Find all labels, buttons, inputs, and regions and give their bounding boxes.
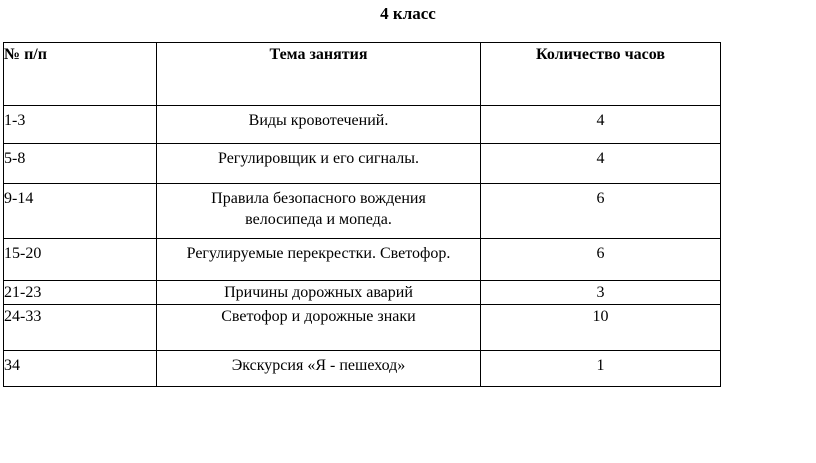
row-topic: Регулировщик и его сигналы. bbox=[157, 144, 481, 184]
page-title: 4 класс bbox=[380, 4, 436, 23]
row-num: 21-23 bbox=[4, 281, 157, 305]
row-num: 34 bbox=[4, 351, 157, 387]
table-row bbox=[4, 305, 721, 351]
table-row bbox=[4, 106, 721, 144]
row-num: 9-14 bbox=[4, 184, 157, 239]
row-num: 1-3 bbox=[4, 106, 157, 144]
schedule-table bbox=[3, 42, 721, 387]
row-num: 24-33 bbox=[4, 305, 157, 351]
row-topic: Регулируемые перекрестки. Светофор. bbox=[157, 239, 481, 281]
table-header-row bbox=[4, 43, 721, 106]
row-hours: 6 bbox=[481, 184, 721, 239]
row-hours: 1 bbox=[481, 351, 721, 387]
row-topic: Виды кровотечений. bbox=[157, 106, 481, 144]
row-topic: Правила безопасного вождения велосипеда и мопеда. bbox=[157, 184, 481, 239]
table-row bbox=[4, 281, 721, 305]
row-topic: Экскурсия «Я - пешеход» bbox=[157, 351, 481, 387]
row-topic: Причины дорожных аварий bbox=[157, 281, 481, 305]
header-num: № п/п bbox=[4, 43, 157, 106]
table-row bbox=[4, 144, 721, 184]
header-topic: Тема занятия bbox=[157, 43, 481, 106]
row-num: 15-20 bbox=[4, 239, 157, 281]
row-hours: 4 bbox=[481, 106, 721, 144]
header-hours: Количество часов bbox=[481, 43, 721, 106]
table-row bbox=[4, 239, 721, 281]
table-row bbox=[4, 351, 721, 387]
table-row bbox=[4, 184, 721, 239]
row-hours: 10 bbox=[481, 305, 721, 351]
row-hours: 6 bbox=[481, 239, 721, 281]
row-hours: 3 bbox=[481, 281, 721, 305]
row-topic: Светофор и дорожные знаки bbox=[157, 305, 481, 351]
row-hours: 4 bbox=[481, 144, 721, 184]
row-num: 5-8 bbox=[4, 144, 157, 184]
